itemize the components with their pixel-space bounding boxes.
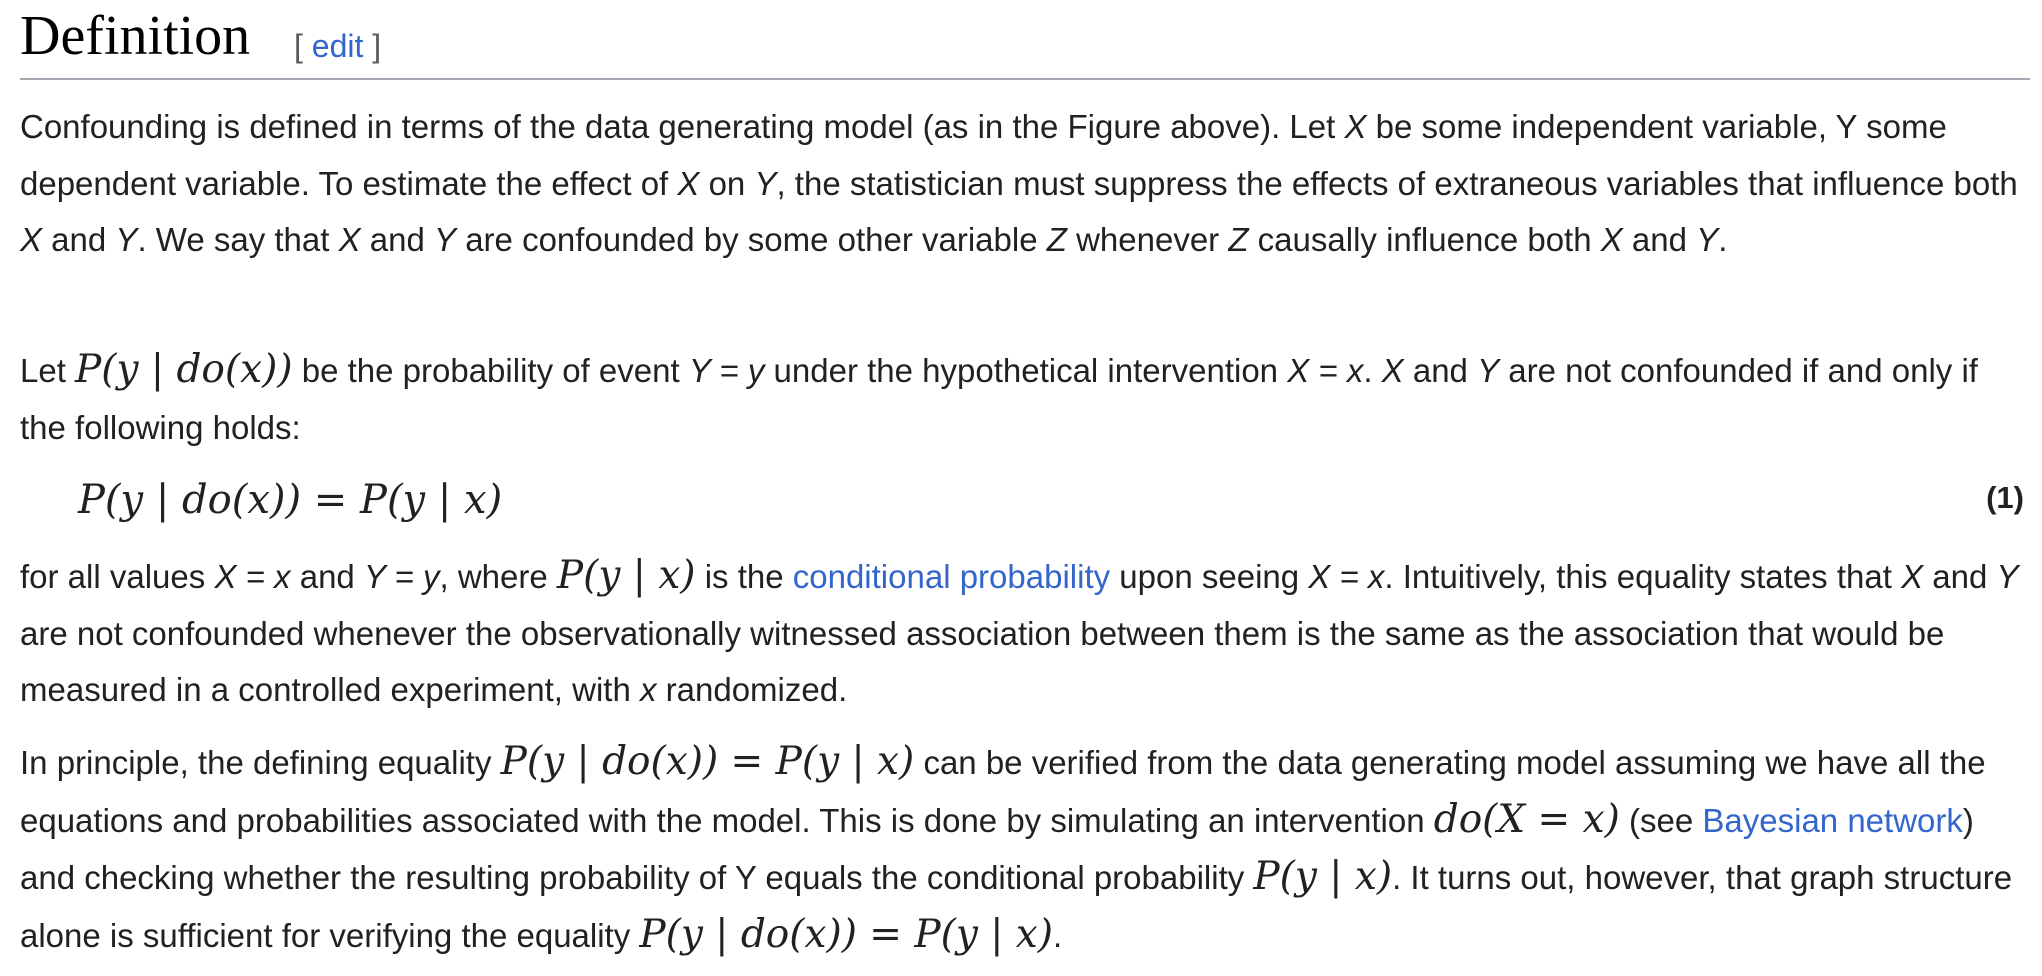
conditional-probability-link[interactable]: conditional probability [792, 558, 1111, 595]
edit-section-link[interactable]: edit [311, 28, 364, 64]
bayesian-network-link[interactable]: Bayesian network [1702, 801, 1963, 839]
math-formula: P(y | x) [1253, 854, 1393, 899]
equation-formula: P(y | do(x)) = P(y | x) [78, 477, 503, 523]
math-formula: P(y | do(x)) = P(y | x) [639, 911, 1054, 957]
equation-number: (1) [1986, 480, 2024, 515]
paragraph-verification: In principle, the defining equality P(y | do(x)) = P(y | x) can be verified from the data generating model assuming we have all the equations and probabilities associated with the model. This is done by simulating an intervention do(X = x) (see Bayesian network) and checking whether the resulting probability of Y equals the conditional probability P(y | x). It turns out, however, that graph structure alone is sufficient for verifying the equality P(y | do(x)) = P(y | x). [20, 739, 2013, 957]
paragraph-intervention: Let P(y | do(x)) be the probability of event Y = y under the hypothetical intervention X = x. X and Y are not confounded if and only if the following holds: [20, 347, 1978, 446]
math-formula: P(y | x) [556, 553, 696, 598]
math-formula: do(X = x) [1433, 796, 1620, 842]
article-section [20, 0, 2030, 957]
section-heading [20, 0, 2030, 80]
math-formula: P(y | do(x)) [75, 347, 293, 392]
paragraph-confounding-definition: Confounding is defined in terms of the data generating model (as in the Figure above). Let X be some independent variable, Y some dependent variable. To estimate the effect of X on Y, the statistician must suppress the effects of extraneous variables that influence both X and Y. We say that X and Y are confounded by some other variable Z whenever Z causally influence both X and Y. [20, 108, 2018, 258]
math-formula: P(y | do(x)) = P(y | x) [500, 739, 915, 784]
display-equation [20, 472, 2030, 532]
section-title: Definition [20, 5, 251, 67]
paragraph-interpretation: for all values X = x and Y = y, where P(y | x) is the conditional probability upon seeing X = x. Intuitively, this equality states that X and Y are not confounded whenever the observationally witnessed association between them is the same as the association that would be measured in a controlled experiment, with x randomized. [20, 553, 2019, 708]
edit-section-control: [ edit ] [294, 28, 382, 64]
